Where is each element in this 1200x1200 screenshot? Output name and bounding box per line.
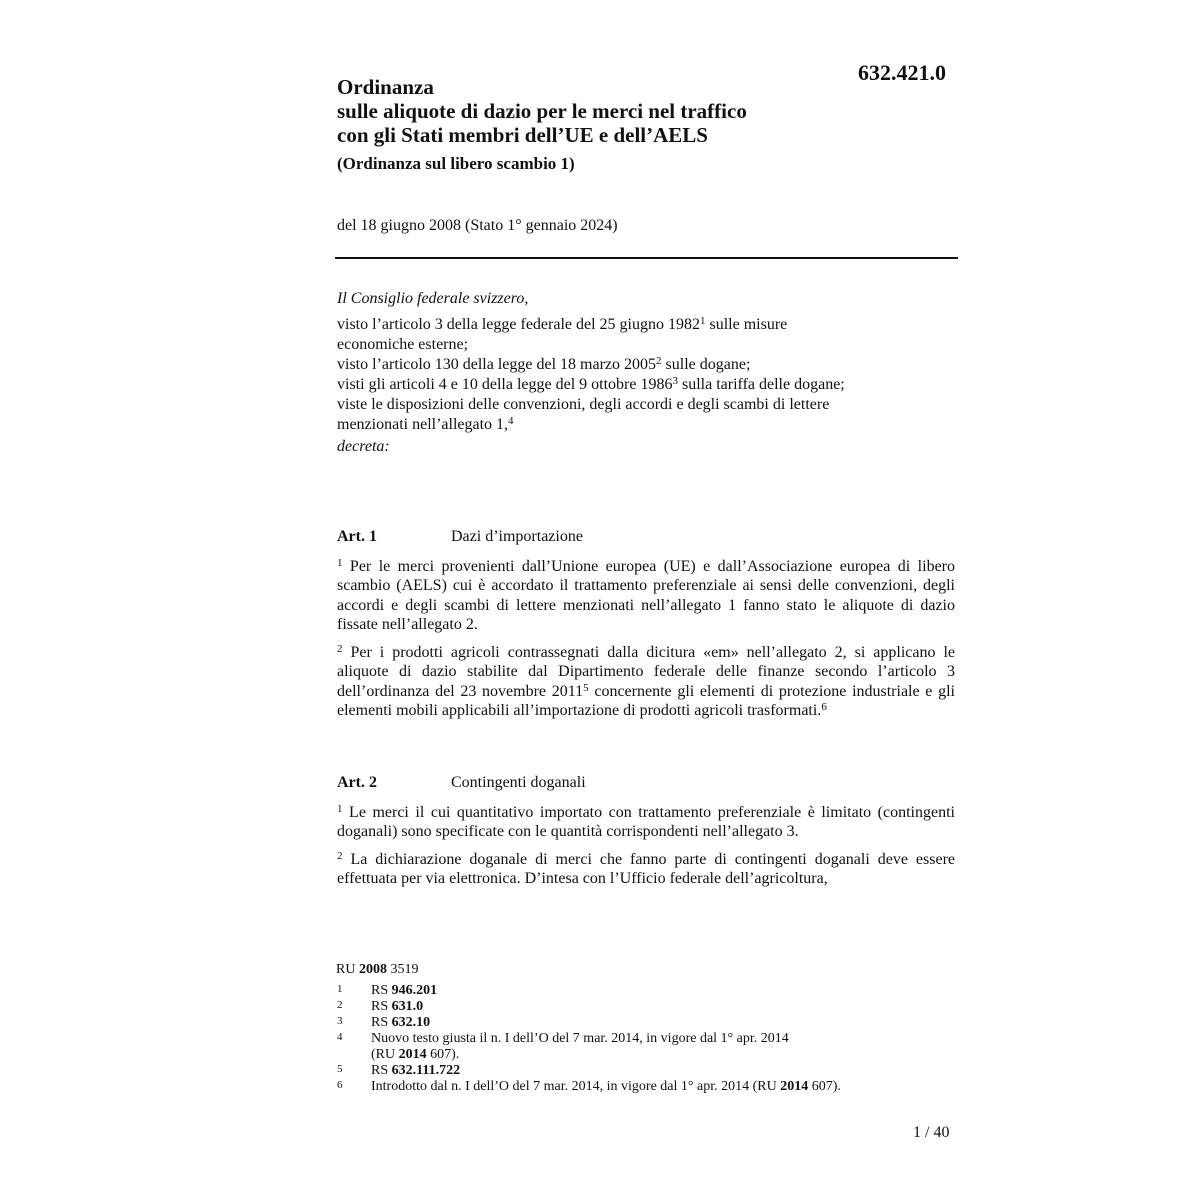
footnote-ref[interactable]: 4 — [508, 415, 514, 427]
document-date: del 18 giugno 2008 (Stato 1° gennaio 2024) — [337, 217, 618, 234]
article-number: Art. 1 — [337, 528, 377, 545]
title-line: Ordinanza — [337, 75, 434, 99]
official-collection-reference: RU 2008 3519 — [336, 962, 419, 977]
footnote: 5 RS 632.111.722 — [337, 1063, 461, 1078]
preamble-intro: Il Consiglio federale svizzero, — [337, 290, 529, 307]
short-title: (Ordinanza sul libero scambio 1) — [337, 154, 575, 173]
footnote-ref[interactable]: 5 — [583, 681, 589, 694]
title-line: sulle aliquote di dazio per le merci nel traffico — [337, 99, 747, 123]
article-heading — [337, 773, 955, 793]
article-paragraph: $^2$ Per i prodotti agricoli contrassegnati dalla dicitura «em» nell’allegato 2, si applicano le aliquote di dazio stabilite dal Dipartimento federale delle finanze secondo l’articolo 3 dell’ordinanza del 23 novembre 2011$^5$ concernente gli elementi di protezione industriale e gli elementi mobili applicabili all’importazione di prodotti agricoli trasformati.$^6$ — [337, 642, 956, 719]
preamble-line: viste le disposizioni delle convenzioni, degli accordi e degli scambi di lettere — [337, 396, 830, 413]
preamble-line: visto l’articolo 3 della legge federale del 25 giugno 1982$^1$ sulle misure — [337, 315, 788, 333]
footnote: 4 Nuovo testo giusta il n. I dell’O del 7 mar. 2014, in vigore dal 1° apr. 2014 (RU 2014 607). — [337, 1031, 789, 1062]
document-number: 632.421.0 — [858, 60, 946, 85]
preamble — [337, 289, 937, 457]
document-title — [337, 75, 747, 147]
title-line: con gli Stati membri dell’UE e dell’AELS — [337, 123, 708, 147]
footnote-ref[interactable]: 1 — [700, 315, 706, 327]
footnote: 2 RS 631.0 — [337, 999, 424, 1014]
preamble-line: visti gli articoli 4 e 10 della legge del 9 ottobre 1986$^3$ sulla tariffa delle dogane; — [337, 375, 845, 393]
footnote-ref[interactable]: 6 — [821, 701, 827, 713]
article-heading — [337, 527, 955, 547]
article-paragraph: $^1$ Per le merci provenienti dall’Unione europea (UE) e dall’Associazione europea di libero scambio (AELS) cui è accordato il trattamento preferenziale ai sensi delle convenzioni, degli accordi e degli scambi di lettere menzionati nell’allegato 1 fanno stato le aliquote di dazio fissate nell’allegato 2. — [337, 556, 955, 633]
footnote: 3 RS 632.10 — [337, 1015, 431, 1030]
footnote: 1 RS 946.201 — [337, 983, 438, 998]
article-number: Art. 2 — [337, 774, 377, 791]
footnote-ref[interactable]: 3 — [672, 375, 678, 387]
preamble-line: visto l’articolo 130 della legge del 18 marzo 2005$^2$ sulle dogane; — [337, 355, 751, 373]
article-paragraph: $^2$ La dichiarazione doganale di merci che fanno parte di contingenti doganali deve essere effettuata per via elettronica. D’intesa con l’Ufficio federale dell’agricoltura, — [337, 849, 955, 887]
article-2 — [337, 773, 955, 897]
preamble-decree: decreta: — [337, 438, 390, 455]
page-number: 1 / 40 — [913, 1124, 950, 1141]
article-title: Contingenti doganali — [451, 774, 586, 791]
preamble-line: economiche esterne; — [337, 336, 469, 353]
footnote: 6 Introdotto dal n. I dell’O del 7 mar. 2014, in vigore dal 1° apr. 2014 (RU 2014 607). — [337, 1079, 841, 1094]
article-paragraph: $^1$ Le merci il cui quantitativo importato con trattamento preferenziale è limitato (contingenti doganali) sono specificate con le quantità corrispondenti nell’allegato 3. — [337, 802, 955, 840]
article-1 — [337, 527, 955, 729]
footnote-ref[interactable]: 2 — [656, 355, 662, 367]
article-title: Dazi d’importazione — [451, 528, 583, 545]
footnotes — [337, 983, 957, 1095]
header-rule — [335, 257, 958, 259]
preamble-line: menzionati nell’allegato 1,$^4$ — [337, 415, 514, 433]
